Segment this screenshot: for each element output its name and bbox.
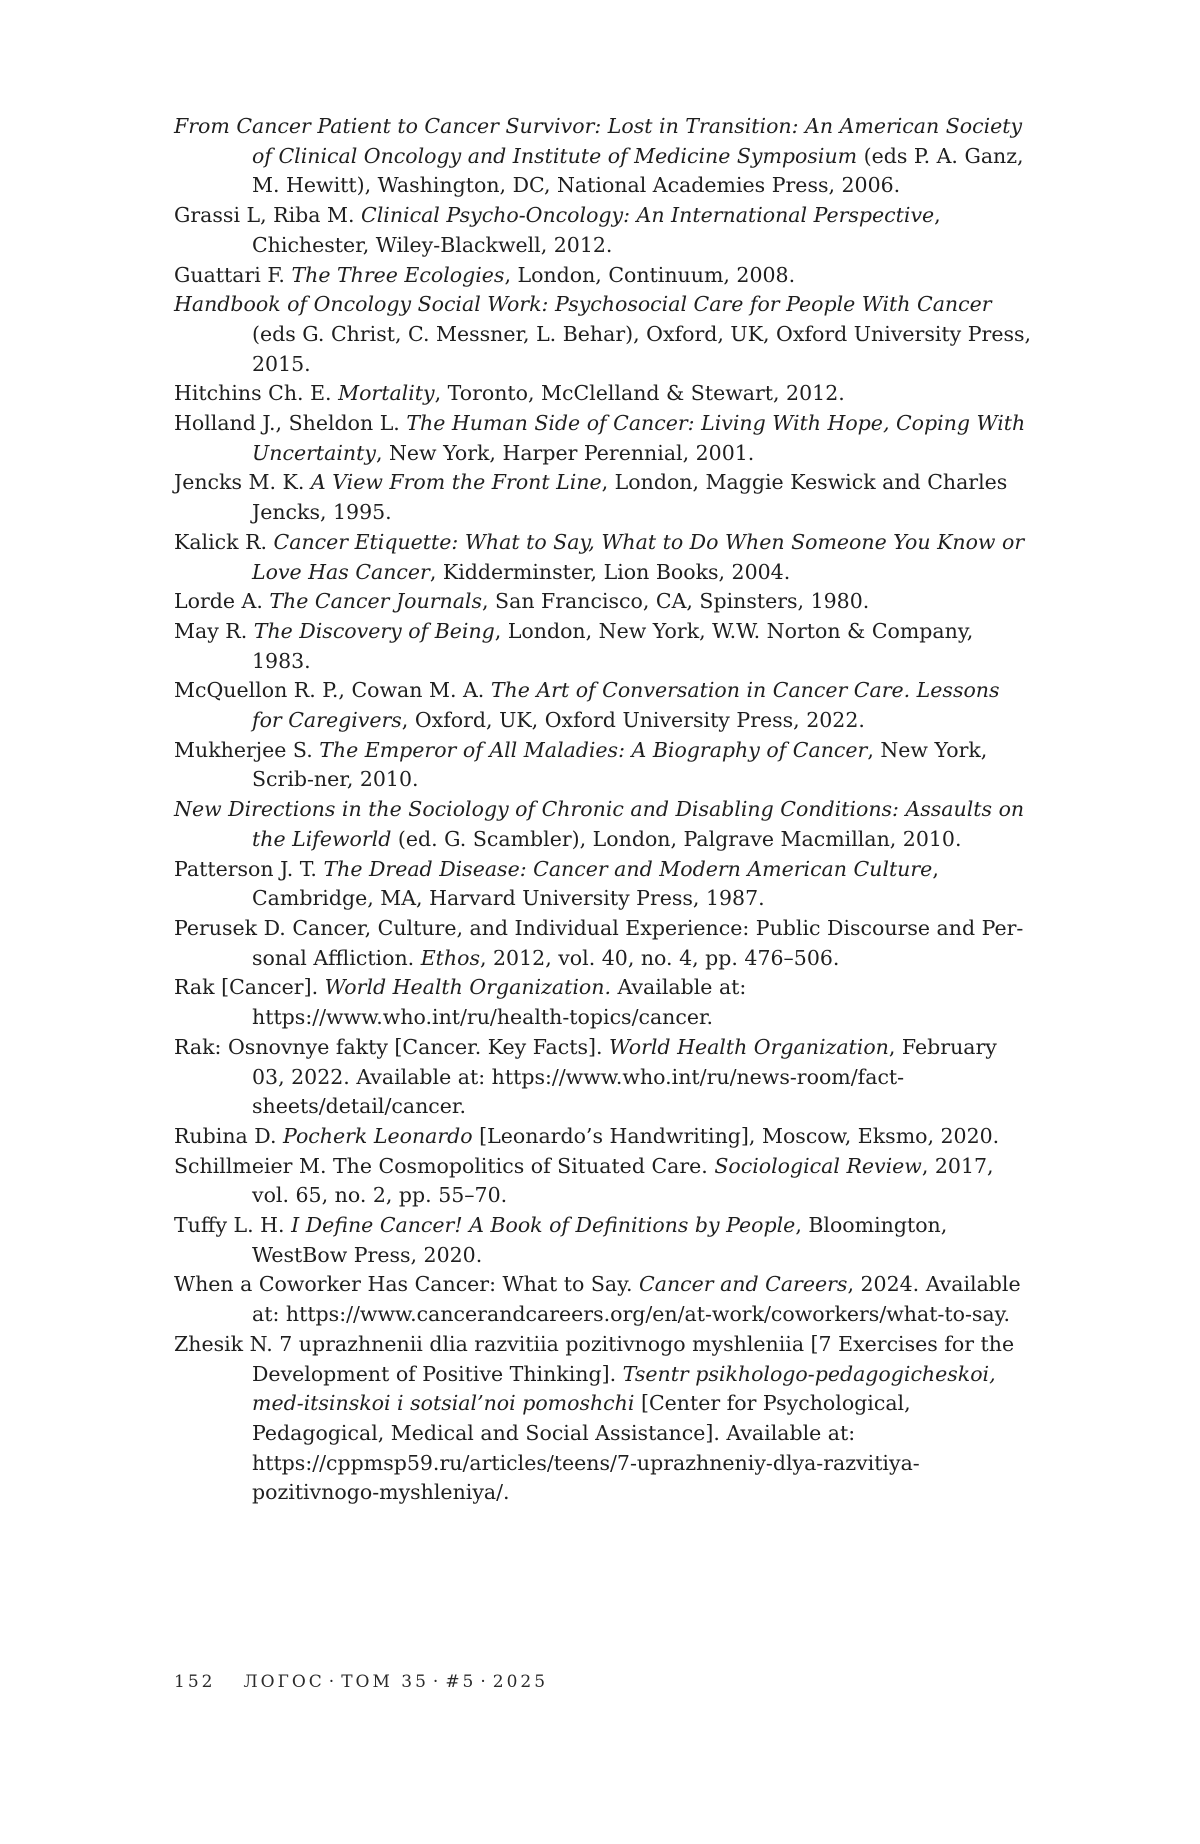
reference-title: Ethos — [420, 945, 480, 970]
reference-title: Mortality — [338, 381, 435, 406]
reference-entry — [174, 1122, 1032, 1152]
reference-title: A View From the Front Line — [310, 470, 602, 495]
reference-text: , New York, Scrib-ner, 2010. — [252, 737, 988, 792]
reference-text: [Leonardo’s Handwriting], Moscow, Eksmo, 2020. — [472, 1123, 1000, 1148]
reference-text: [Center for Psychological, Pedagogical, Medical and Social Assistance]. Available at: https://cppmsp59.ru/articles/teens/7-uprazhneniy-dlya-razvitiya-pozitivnogo-myshleniya/. — [252, 1391, 920, 1505]
journal-year: 2025 — [492, 1672, 549, 1692]
journal-issue: #5 — [445, 1672, 477, 1692]
reference-text: Jencks M. K. — [174, 470, 311, 495]
reference-title: New Directions in the Sociology of Chronic and Disabling Conditions: Assaults on the Lifeworld — [174, 797, 1025, 851]
reference-text: , 2012, vol. 40, no. 4, pp. 476–506. — [479, 945, 840, 970]
page-number: 152 — [174, 1672, 216, 1692]
reference-entry — [174, 855, 1032, 914]
journal-volume: ТОМ 35 — [341, 1672, 429, 1692]
reference-entry — [174, 1152, 1032, 1211]
reference-entry — [174, 973, 1032, 1032]
reference-entry — [174, 290, 1032, 379]
reference-entry — [174, 617, 1032, 676]
reference-entry — [174, 1330, 1032, 1508]
reference-title: The Discovery of Being — [253, 618, 495, 643]
reference-title: The Human Side of Cancer: Living With Hope, Coping With Uncertainty — [252, 411, 1026, 465]
reference-entry — [174, 587, 1032, 617]
reference-text: (eds G. Christ, C. Messner, L. Behar), Oxford, UK, Oxford University Press, 2015. — [252, 321, 1032, 376]
reference-title: Clinical Psycho-Oncology: An International Perspective — [361, 203, 935, 228]
reference-text: (eds P. A. Ganz, M. Hewitt), Washington, DC, National Academies Press, 2006. — [252, 143, 1024, 198]
reference-text: , Kidderminster, Lion Books, 2004. — [429, 559, 791, 584]
reference-title: From Cancer Patient to Cancer Survivor: Lost in Transition: An American Society of Clinical Oncology and Institute of Medicine Symposium — [174, 114, 1023, 168]
reference-text: Rak: Osnovnye fakty [Cancer. Key Facts]. — [174, 1034, 610, 1059]
reference-text: Hitchins Ch. E. — [174, 381, 339, 406]
reference-entry — [174, 736, 1032, 795]
reference-text: Zhesik N. 7 uprazhnenii dlia razvitiia pozitivnogo myshleniia [7 Exercises for the Development of Positive Thinking]. — [174, 1331, 1015, 1386]
reference-text: , Bloomington, WestBow Press, 2020. — [252, 1213, 948, 1267]
reference-text: , London, Maggie Keswick and Charles Jencks, 1995. — [252, 470, 1008, 525]
reference-entry — [174, 914, 1032, 973]
reference-text: Patterson J. T. — [174, 856, 324, 881]
reference-entry — [174, 1211, 1032, 1270]
reference-text: When a Coworker Has Cancer: What to Say. — [174, 1272, 640, 1297]
reference-entry — [174, 468, 1032, 527]
reference-title: Sociological Review — [714, 1153, 922, 1178]
reference-entry — [174, 676, 1032, 735]
reference-text: Schillmeier M. The Cosmopolitics of Situated Care. — [174, 1153, 715, 1178]
reference-title: Handbook of Oncology Social Work: Psychosocial Care for People With Cancer — [174, 292, 992, 317]
reference-text: McQuellon R. P., Cowan M. A. — [174, 678, 491, 703]
reference-text: Lorde A. — [174, 589, 270, 614]
reference-entry — [174, 1270, 1032, 1329]
reference-text: Grassi L, Riba M. — [174, 203, 362, 228]
reference-text: , Cambridge, MA, Harvard University Press, 1987. — [252, 856, 939, 911]
reference-text: Available at: https://www.who.int/ru/health-topics/cancer. — [252, 975, 747, 1030]
reference-title: The Art of Conversation in Cancer Care. Lessons for Caregivers — [252, 678, 1000, 733]
bibliography-list — [174, 112, 1032, 1508]
reference-text: , 2024. Available at: https://www.cancerandcareers.org/en/at-work/coworkers/what-to-say. — [252, 1272, 1021, 1327]
reference-title: Cancer and Careers — [639, 1272, 848, 1297]
reference-text: , 2017, vol. 65, no. 2, pp. 55–70. — [252, 1153, 994, 1208]
page-footer: 152 ЛОГОС · ТОМ 35 · #5 · 2025 — [174, 1672, 549, 1692]
reference-text: Rak [Cancer]. — [174, 975, 325, 1000]
reference-text: , Oxford, UK, Oxford University Press, 2022. — [401, 708, 865, 733]
reference-text: Mukherjee S. — [174, 737, 320, 762]
reference-text: Kalick R. — [174, 529, 274, 554]
reference-entry — [174, 795, 1032, 854]
reference-entry — [174, 379, 1032, 409]
reference-entry — [174, 201, 1032, 260]
reference-text: , February 03, 2022. Available at: https://www.who.int/ru/news-room/fact-sheets/detail/cancer. — [252, 1034, 997, 1119]
reference-text: , London, New York, W.W. Norton & Company, 1983. — [252, 618, 974, 673]
reference-title: The Cancer Journals — [269, 589, 483, 614]
reference-title: Pocherk Leonardo — [283, 1123, 473, 1148]
reference-entry — [174, 1033, 1032, 1122]
reference-text: , New York, Harper Perennial, 2001. — [375, 440, 755, 465]
reference-text: May R. — [174, 618, 254, 643]
reference-text: , Chichester, Wiley-Blackwell, 2012. — [252, 203, 941, 257]
reference-text: (ed. G. Scambler), London, Palgrave Macmillan, 2010. — [391, 826, 962, 851]
reference-entry — [174, 112, 1032, 201]
reference-entry — [174, 261, 1032, 291]
reference-text: Holland J., Sheldon L. — [174, 411, 407, 436]
reference-entry — [174, 409, 1032, 468]
reference-title: World Health Organization — [609, 1034, 889, 1059]
reference-title: World Health Organization. — [324, 975, 611, 1000]
reference-title: I Define Cancer! A Book of Definitions by People — [291, 1213, 796, 1238]
reference-text: Rubina D. — [174, 1123, 283, 1148]
reference-text: , San Francisco, CA, Spinsters, 1980. — [482, 589, 870, 614]
reference-text: Tuffy L. H. — [174, 1213, 292, 1238]
reference-title: Cancer Etiquette: What to Say, What to Do When Someone You Know or Love Has Cancer — [252, 529, 1025, 584]
reference-text: , London, Continuum, 2008. — [504, 262, 796, 287]
reference-text: Guattari F. — [174, 262, 292, 287]
journal-name: ЛОГОС — [243, 1672, 325, 1692]
reference-entry — [174, 528, 1032, 587]
reference-title: Tsentr psikhologo-pedagogicheskoi, med-itsinskoi i sotsial’noi pomoshchi — [252, 1361, 996, 1416]
reference-title: The Dread Disease: Cancer and Modern American Culture — [323, 856, 933, 881]
reference-title: The Emperor of All Maladies: A Biography of Cancer — [319, 737, 868, 762]
reference-title: The Three Ecologies — [291, 262, 505, 287]
reference-text: , Toronto, McClelland & Stewart, 2012. — [434, 381, 845, 406]
reference-text: Perusek D. Cancer, Culture, and Individual Experience: Public Discourse and Per-sonal Affliction. — [174, 915, 1024, 970]
